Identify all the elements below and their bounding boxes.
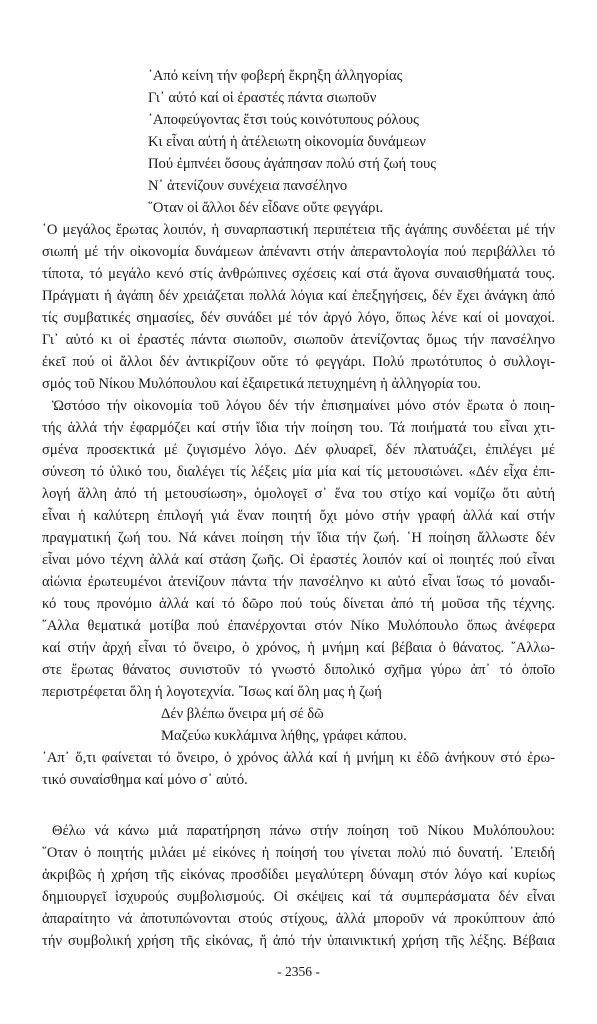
paragraph-line: τικό συναίσθημα καί μόνο σ᾿ αὐτό. [42,772,248,788]
paragraph-line: εἶναι ἡ καλύτερη ἐπιλογή γιά ἕναν ποιητή ὄχι μόνο στήν γραφή ἀλλά καί στήν [42,508,555,524]
paragraph-line: εἶναι μόνο τέχνη ἀλλά καί στάση ζωῆς. Οἱ ἐραστές λοιπόν καί οἱ ποιητές πού εἶναι [42,552,555,568]
paragraph-line: σμός τοῦ Νίκου Μυλόπουλου καί ἐξαιρετικά πετυχημένη ἡ ἀλληγορία του. [42,376,482,392]
paragraph-line: στε ἔρωτας θάνατος συνιστοῦν τό γνωστό διπολικό σχῆμα γύρω ἀπ᾿ τό ὁποῖο [42,662,555,678]
paragraph-line: σιωπή μέ τήν οἰκονομία δυνάμεων ἀπέναντι στήν ἀπεραντολογία πού περιβάλλει τό [42,244,555,260]
paragraph-line: ἀπαραίτητο νά ἀποτυπώνονται στούς στίχους, ἀλλά μποροῦν νά προκύπτουν ἀπό [42,911,555,927]
paragraph-line: ἀκριβῶς ἡ χρήση τῆς εἰκόνας προσδίδει μεγαλύτερη δύναμη στόν λόγο καί κυρίως [42,867,555,883]
paragraph-line: ῎Αλλα θεματικά μοτίβα πού ἐπανέρχονται στόν Νίκο Μυλόπουλο ὅπως ἀνέφερα [42,618,555,634]
paragraph-line: Πράγματι ἡ ἀγάπη δέν χρειάζεται πολλά λόγια καί ἐπεξηγήσεις, δέν ἔχει ἀνάγκη ἀπό [42,288,555,304]
poem-line: ᾿Αποφεύγοντας ἔτσι τούς κοινότυπους ρόλους [148,112,419,128]
paragraph-line: κό τους προνόμιο ἀλλά καί τό δῶρο πού τούς δίνεται ἀπό τή μοῦσα τῆς τέχνης. [42,596,555,612]
paragraph-line: δημιουργεῖ ἰσχυρούς συμβολισμούς. Οἱ σκέψεις καί τά συμπεράσματα δέν εἶναι [42,889,555,905]
paragraph-line: ᾿Απ᾿ ὅ,τι φαίνεται τό ὄνειρο, ὁ χρόνος ἀλλά καί ἡ μνήμη κι ἐδῶ ἀνήκουν στό ἐρω- [42,750,555,766]
poem-line: Ν᾿ ἀτενίζουν συνέχεια πανσέληνο [148,178,348,194]
paragraph-line: ἐκεῖ πού οἱ ἄλλοι δέν ἀντικρίζουν οὔτε τό φεγγάρι. Πολύ πρωτότυπος ὁ συλλογι- [42,354,555,370]
paragraph-line: τίποτα, τό μεγάλο κενό στίς ἀνθρώπινες σχέσεις καί στά ἄγονα συναισθήματά τους. [42,266,555,282]
paragraph-line: ῾Ο μεγάλος ἔρωτας λοιπόν, ἡ συναρπαστική περιπέτεια τῆς ἀγάπης συνδέεται μέ τήν [42,222,555,238]
paragraph-line: τήν συμβολική χρήση τῆς εἰκόνας, ἤ ἀπό τήν ὑπαινικτική χρήση τῆς λέξης. Βέβαια [42,933,555,949]
paragraph-line: περιστρέφεται ὅλη ἡ λογοτεχνία. ῎Ισως καί ὅλη μας ἡ ζωή [42,684,382,700]
poem-line: Γι᾿ αὐτό καί οἱ ἐραστές πάντα σιωποῦν [148,90,377,106]
poem-line: Μαζεύω κυκλάμινα λήθης, γράφει κάπου. [161,728,407,744]
paragraph-line: καί στήν ἀρχή εἶναι τό ὄνειρο, ὁ χρόνος, ἡ μνήμη καί βέβαια ὁ θάνατος. ῎Αλλω- [42,640,555,656]
paragraph-line: ῞Οταν ὁ ποιητής μιλάει μέ εἰκόνες ἡ ποίησή του γίνεται πολύ πιό δυνατή. ᾿Επειδή [42,845,555,861]
paragraph-line: αἰώνια ἐρωτευμένοι ἀτενίζουν πάντα τήν πανσέληνο κι αὐτό εἶναι ἴσως τό μοναδι- [42,574,555,590]
paragraph-line: τίς συμβατικές σημασίες, δέν συνάδει μέ τόν ἀργό λόγο, ὅπως λένε καί οἱ μοναχοί. [42,310,555,326]
poem-line: Κι εἶναι αὐτή ἡ ἀτέλειωτη οἰκονομία δυνάμεων [148,134,426,150]
paragraph-line: Ὡστόσο τήν οἰκονομία τοῦ λόγου δέν τήν ἐπισημαίνει μόνο στόν ἔρωτα ὁ ποιη- [52,398,555,414]
poem-line: ᾿Από κείνη τήν φοβερή ἔκρηξη ἀλληγορίας [148,68,403,84]
paragraph-line: σμένα προσεκτικά μέ ζυγισμένο λόγο. Δέν φλυαρεῖ, δέν πλατυάζει, ἐπιλέγει μέ [42,442,555,458]
paragraph-line: Θέλω νά κάνω μιά παρατήρηση πάνω στήν ποίηση τοῦ Νίκου Μυλόπουλου: [52,823,555,839]
paragraph-line: τής ἀλλά τήν ἐφαρμόζει καί στήν ἴδια τήν ποίηση του. Τά ποιήματά του εἶναι χτι- [42,420,555,436]
poem-line: ῞Οταν οἱ ἄλλοι δέν εἶδανε οὔτε φεγγάρι. [148,200,384,216]
paragraph-line: σύνεση τό ὑλικό του, διαλέγει τίς λέξεις μία μία καί τίς μετουσιώνει. «Δέν εἶχα ἐπι- [42,464,555,480]
paragraph-line: Γι᾿ αὐτό κι οἱ ἐραστές πάντα σιωποῦν, σιωποῦν ἀτενίζοντας ὅμως τήν πανσέληνο [42,332,555,348]
page-number: - 2356 - [277,964,320,979]
paragraph-line: πραγματική ζωή του. Νά κάνει ποίηση τήν ἴδια τήν ζωή. ῾Η ποίηση ἄλλωστε δέν [42,530,555,546]
paragraph-line: λογή ἄλλη ἀπό τή μετουσίωση», ὁμολογεῖ σ᾿ ἕνα του στίχο καί νομίζω ὅτι αὐτή [42,486,555,502]
poem-line: Δέν βλέπω ὄνειρα μή σέ δῶ [161,706,324,722]
poem-line: Πού ἐμπνέει ὅσους ἀγάπησαν πολύ στή ζωή τους [148,156,437,172]
